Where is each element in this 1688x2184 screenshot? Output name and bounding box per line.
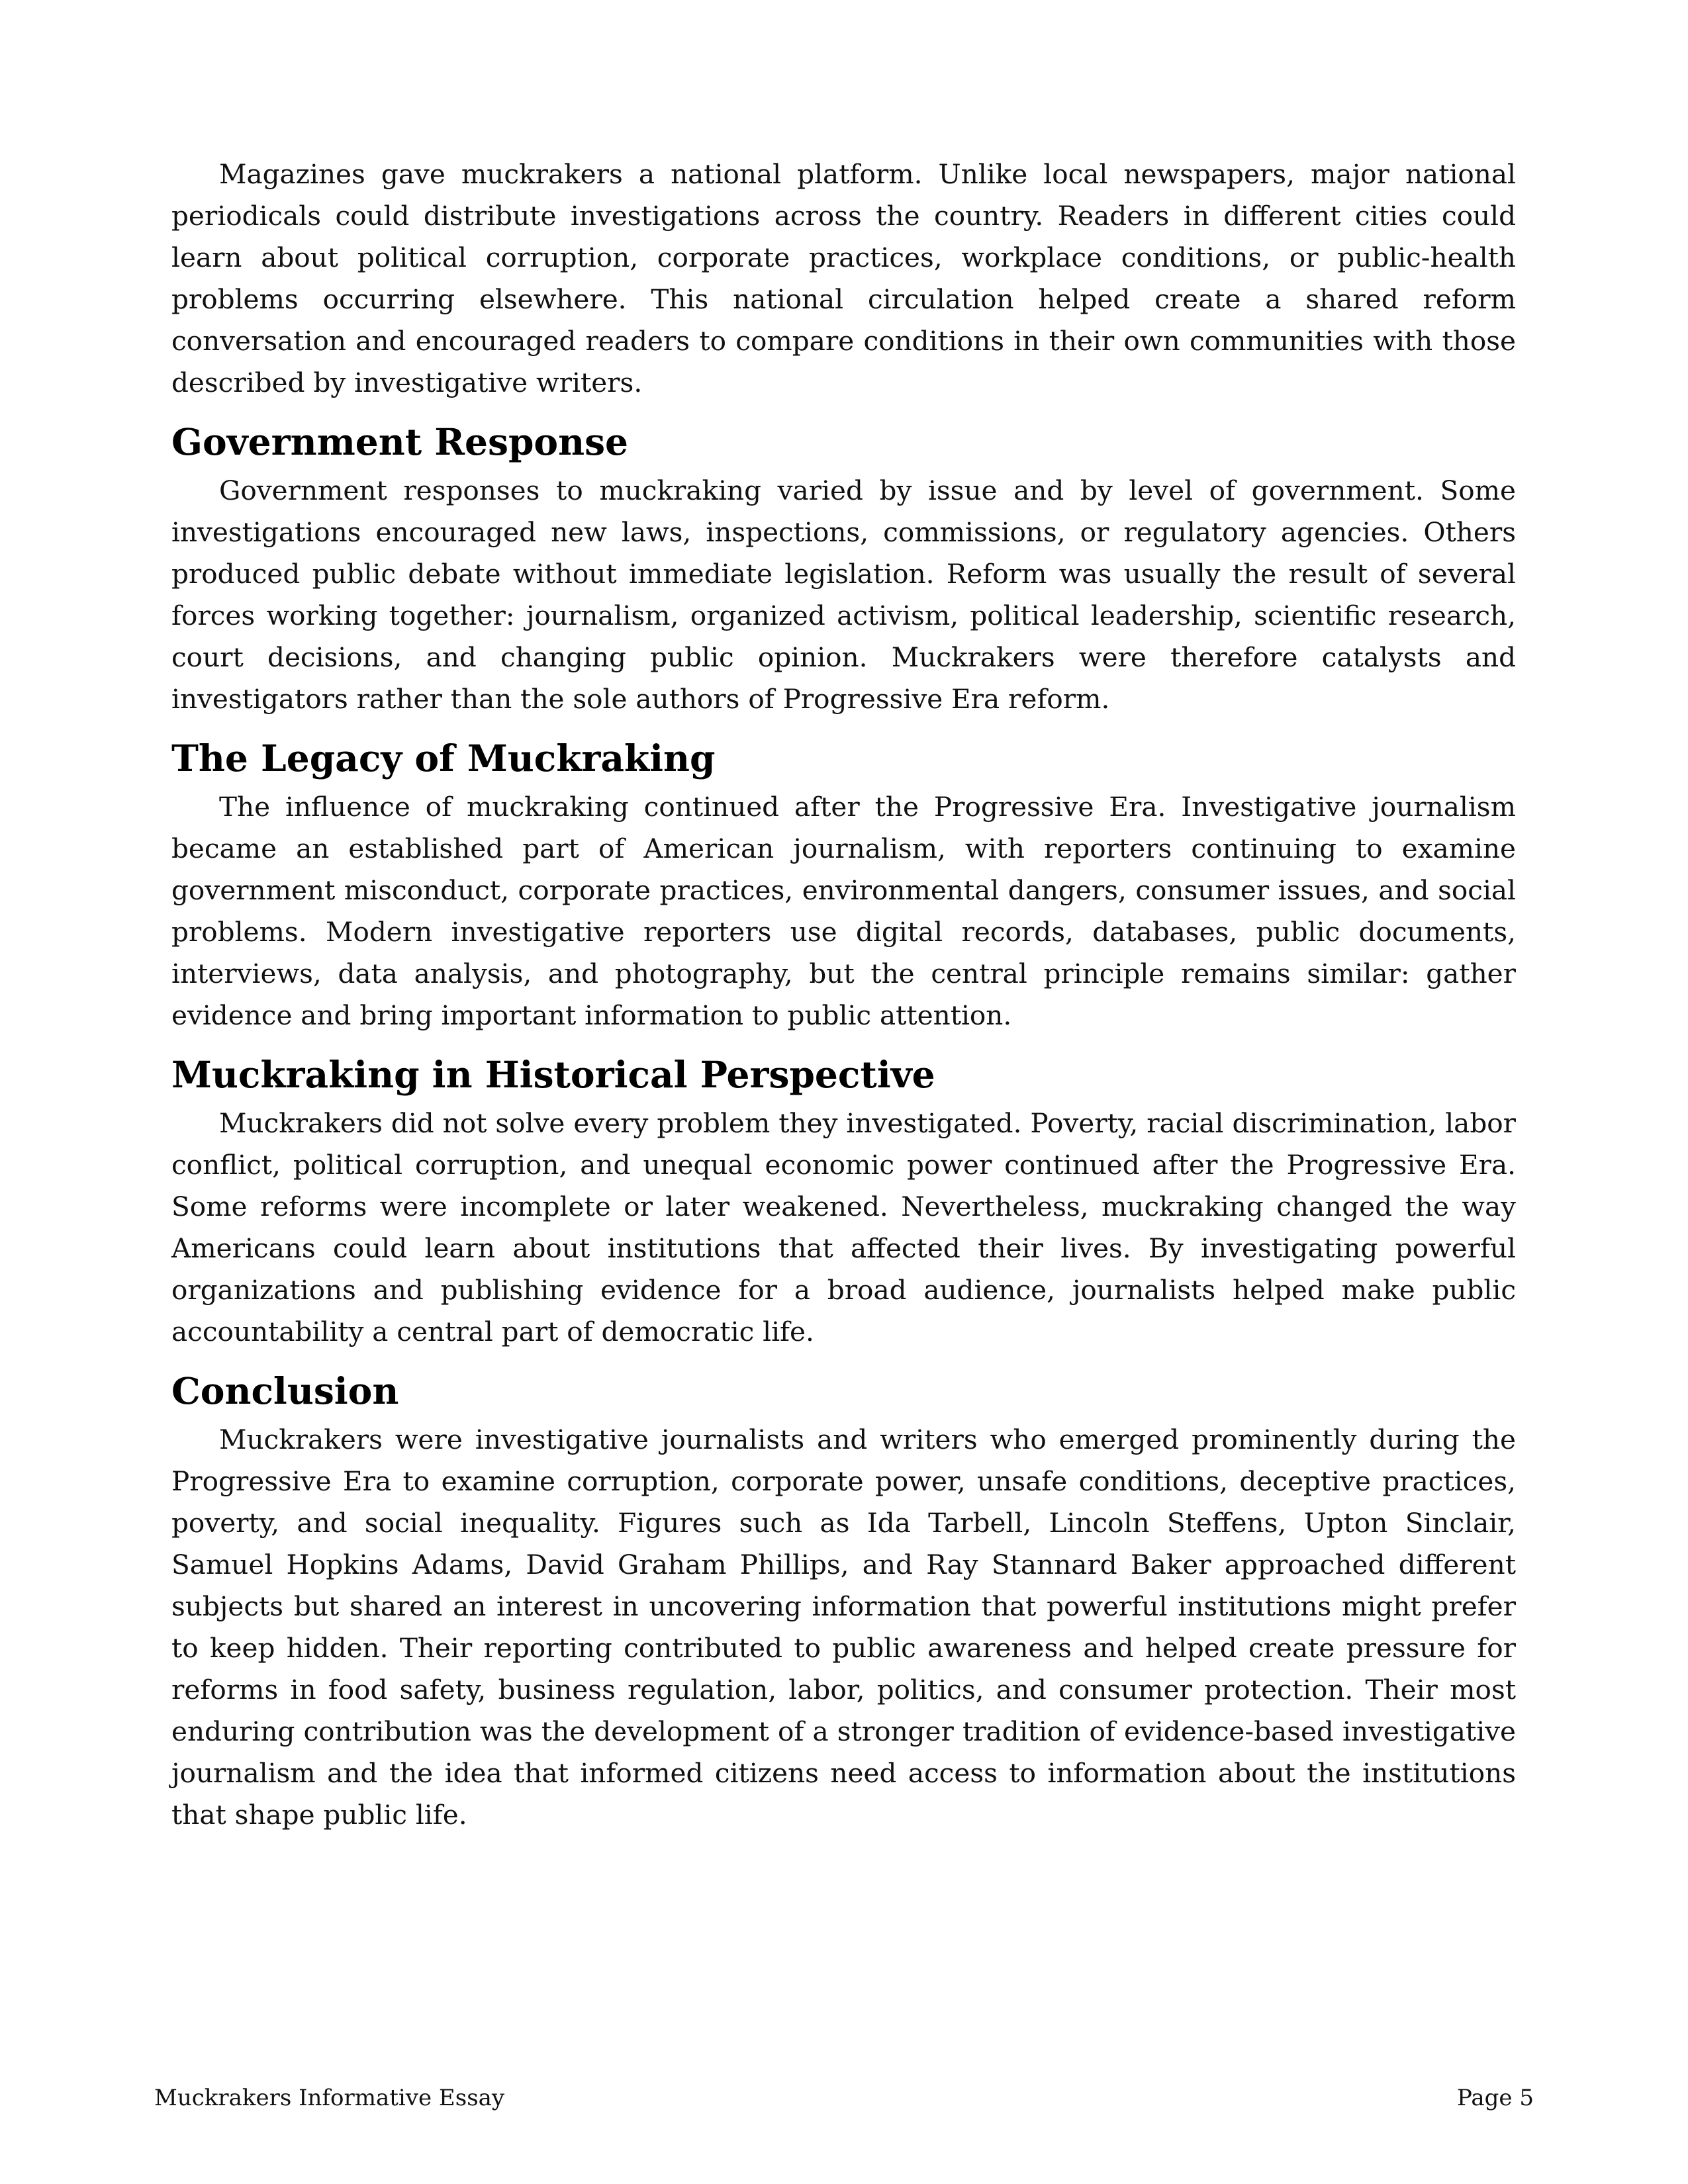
page-body [171, 154, 1516, 1836]
paragraph-government-response: Government responses to muckraking varied by issue and by level of government. Some investigations encouraged new laws, inspections, commissions, or regulatory agencies. Others produced public debate without immediate legislation. Reform was usually the result of several forces working together: journalism, organized activism, political leadership, scientific research, court decisions, and changing public opinion. Muckrakers were therefore catalysts and investigators rather than the sole authors of Progressive Era reform. [171, 475, 1516, 715]
paragraph-conclusion: Muckrakers were investigative journalists and writers who emerged prominently during the Progressive Era to examine corruption, corporate power, unsafe conditions, deceptive practices, poverty, and social inequality. Figures such as Ida Tarbell, Lincoln Steffens, Upton Sinclair, Samuel Hopkins Adams, David Graham Phillips, and Ray Stannard Baker approached different subjects but shared an interest in uncovering information that powerful institutions might prefer to keep hidden. Their reporting contributed to public awareness and helped create pressure for reforms in food safety, business regulation, labor, politics, and consumer protection. Their most enduring contribution was the development of a stronger tradition of evidence-based investigative journalism and the idea that informed citizens need access to information about the institutions that shape public life. [171, 1424, 1516, 1831]
paragraph-magazines: Magazines gave muckrakers a national platform. Unlike local newspapers, major national periodicals could distribute investigations across the country. Readers in different cities could learn about political corruption, corporate practices, workplace conditions, or public-health problems occurring elsewhere. This national circulation helped create a shared reform conversation and encouraged readers to compare conditions in their own communities with those described by investigative writers. [171, 158, 1516, 398]
footer-document-title: Muckrakers Informative Essay [154, 2085, 505, 2111]
heading-conclusion: Conclusion [171, 1369, 399, 1412]
footer-page-number: Page 5 [1457, 2085, 1534, 2111]
heading-historical-perspective: Muckraking in Historical Perspective [171, 1053, 935, 1096]
paragraph-legacy-of-muckraking: The influence of muckraking continued after the Progressive Era. Investigative journalism became an established part of American journalism, with reporters continuing to examine government misconduct, corporate practices, environmental dangers, consumer issues, and social problems. Modern investigative reporters use digital records, databases, public documents, interviews, data analysis, and photography, but the central principle remains similar: gather evidence and bring important information to public attention. [171, 791, 1516, 1031]
paragraph-historical-perspective: Muckrakers did not solve every problem they investigated. Poverty, racial discrimination, labor conflict, political corruption, and unequal economic power continued after the Progressive Era. Some reforms were incomplete or later weakened. Nevertheless, muckraking changed the way Americans could learn about institutions that affected their lives. By investigating powerful organizations and publishing evidence for a broad audience, journalists helped make public accountability a central part of democratic life. [171, 1107, 1516, 1347]
heading-legacy-of-muckraking: The Legacy of Muckraking [171, 737, 716, 780]
heading-government-response: Government Response [171, 420, 629, 463]
